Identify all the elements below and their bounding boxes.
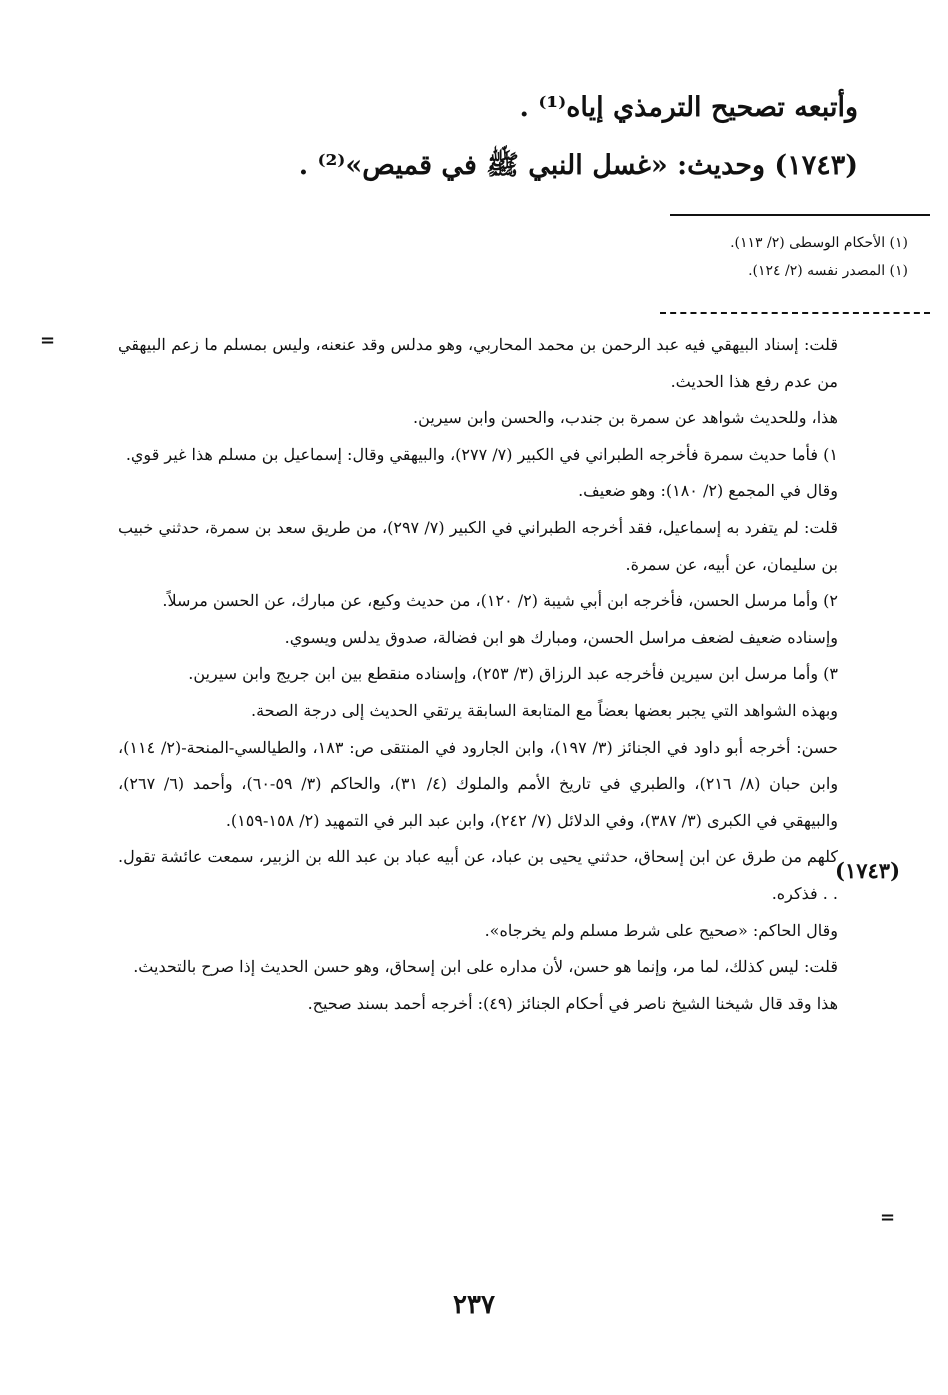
main-text-line-1: وأتبعه تصحيح الترمذي إياه⁽¹⁾ . — [519, 92, 858, 123]
commentary-body — [118, 327, 838, 1022]
commentary-paragraph: حسن: أخرجه أبو داود في الجنائز (٣/ ١٩٧)، وابن الجارود في المنتقى ص: ١٨٣، والطيالسي-المنحة-(٢/ ١١٤)، وابن حبان (٨/ ٢١٦)، والطبري في تاريخ الأمم والملوك (٤/ ٣١)، والحاكم (٣/ ٥٩-٦٠)، وأحمد (٦/ ٢٦٧)، والبيهقي في الكبرى (٣/ ٣٨٧)، وفي الدلائل (٧/ ٢٤٢)، وابن عبد البر في التمهيد (٢/ ١٥٨-١٥٩). — [118, 737, 839, 830]
commentary-paragraph: قلت: ليس كذلك، لما مر، وإنما هو حسن، لأن مداره على ابن إسحاق، وهو حسن الحديث إذا صرح بالتحديث. — [133, 957, 838, 977]
commentary-paragraph: وقال الحاكم: «صحيح على شرط مسلم ولم يخرجاه». — [484, 920, 838, 940]
commentary-paragraph: وقال في المجمع (٢/ ١٨٠): وهو ضعيف. — [578, 481, 838, 501]
commentary-paragraph: هذا وقد قال شيخنا الشيخ ناصر في أحكام الجنائز (٤٩): أخرجه أحمد بسند صحيح. — [307, 993, 838, 1013]
footnote-1: (١) الأحكام الوسطى (٢/ ١١٣). — [730, 235, 908, 251]
continuation-mark-bottom: = — [880, 1207, 896, 1228]
commentary-paragraph: وإسناده ضعيف لضعف مراسل الحسن، ومبارك هو ابن فضالة، صدوق يدلس ويسوي. — [284, 627, 838, 647]
footnote-2: (١) المصدر نفسه (٢/ ١٢٤). — [748, 263, 908, 279]
commentary-paragraph: وبهذه الشواهد التي يجبر بعضها بعضاً مع المتابعة السابقة يرتقي الحديث إلى درجة الصحة. — [251, 700, 838, 720]
commentary-paragraph: ١) فأما حديث سمرة فأخرجه الطبراني في الكبير (٧/ ٢٧٧)، والبيهقي وقال: إسماعيل بن مسلم هذا غير قوي. — [125, 444, 838, 464]
footnotes — [308, 229, 908, 285]
commentary-paragraph: قلت: لم يتفرد به إسماعيل، فقد أخرجه الطبراني في الكبير (٧/ ٢٩٧)، من طريق سعد بن سمرة، حدثني خبيب بن سليمان، عن أبيه، عن سمرة. — [118, 517, 839, 574]
commentary-paragraph: كلهم من طرق عن ابن إسحاق، حدثني يحيى بن عباد، عن أبيه عباد بن عبد الله بن الزبير، سمعت عائشة تقول. . . فذكره. — [118, 847, 838, 903]
commentary-paragraph: ٢) وأما مرسل الحسن، فأخرجه ابن أبي شيبة (٢/ ١٢٠)، من حديث وكيع، عن مبارك، عن الحسن مرسلاً. — [162, 591, 838, 611]
commentary-paragraph: ٣) وأما مرسل ابن سيرين فأخرجه عبد الرزاق (٣/ ٢٥٣)، وإسناده منقطع بين ابن جريج وابن سيرين. — [188, 664, 838, 684]
dashed-separator — [660, 312, 930, 314]
commentary-paragraph: قلت: إسناد البيهقي فيه عبد الرحمن بن محمد المحاربي، وهو مدلس وقد عنعنه، وليس بمسلم ما زعم البيهقي من عدم رفع هذا الحديث. — [118, 335, 838, 391]
commentary-hadith-number: (١٧٤٣) — [835, 858, 900, 883]
page-number: ٢٣٧ — [453, 1290, 495, 1320]
footnote-separator — [670, 214, 930, 216]
continuation-mark-top: = — [40, 330, 56, 351]
commentary-paragraph: هذا، وللحديث شواهد عن سمرة بن جندب، والحسن وابن سيرين. — [413, 408, 838, 428]
main-hadith-text: وحديث: «غسل النبي ﷺ في قميص»⁽²⁾ . — [298, 150, 775, 181]
main-hadith-number: (١٧٤٣) — [774, 150, 858, 181]
main-text-line-2 — [78, 136, 858, 196]
